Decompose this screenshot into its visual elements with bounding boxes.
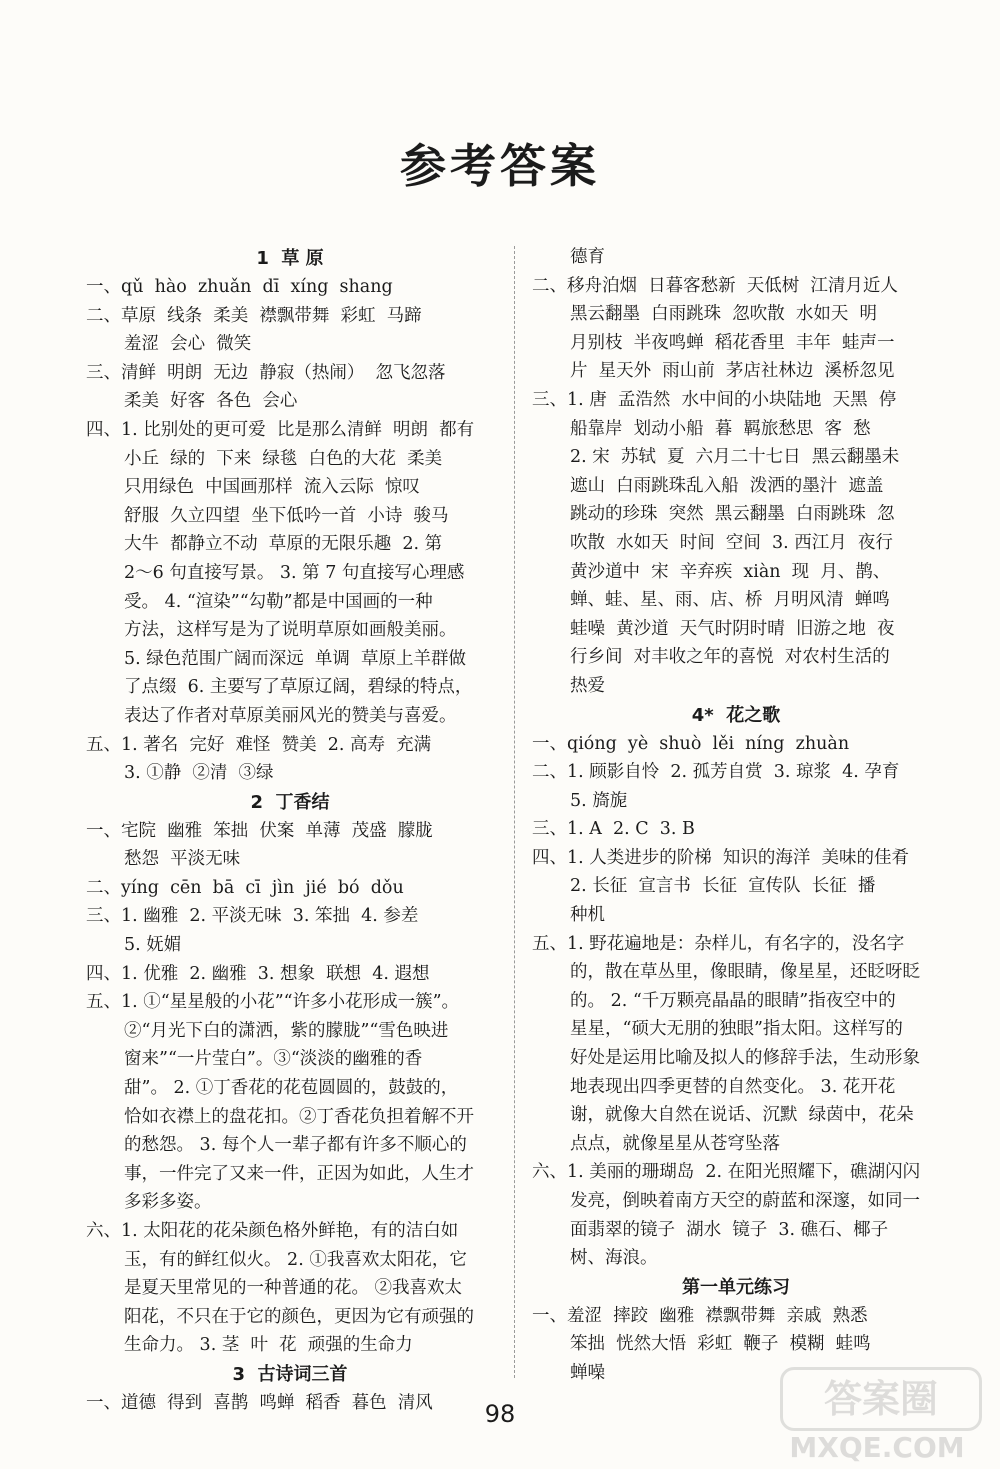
answer-line: 阳花，不只在于它的颜色，更因为它有顽强的 xyxy=(124,1306,474,1327)
watermark-seal: 答案圈 xyxy=(780,1367,982,1431)
answer-line: 四、1. 比别处的更可爱 比是那么清鲜 明朗 都有 xyxy=(86,419,475,440)
answer-line: 月别枝 半夜鸣蝉 稻花香里 丰年 蛙声一 xyxy=(570,332,895,353)
answer-line: 的。 2. “千万颗亮晶晶的眼睛”指夜空中的 xyxy=(570,990,896,1011)
answer-line: 表达了作者对草原美丽风光的赞美与喜爱。 xyxy=(124,705,457,726)
answer-line: 小丘 绿的 下来 绿毯 白色的大花 柔美 xyxy=(124,448,443,469)
answer-line: 大牛 都静立不动 草原的无限乐趣 2. 第 xyxy=(124,534,443,555)
answer-line: 五、1. 著名 完好 难怪 赞美 2. 高寿 充满 xyxy=(86,734,432,755)
answer-line: 面翡翠的镜子 湖水 镜子 3. 礁石、椰子 xyxy=(570,1219,889,1240)
answer-line: 三、清鲜 明朗 无边 静寂（热闹） 忽飞忽落 xyxy=(86,362,446,383)
answer-line: 遮山 白雨跳珠乱入船 泼洒的墨汁 遮盖 xyxy=(570,475,884,496)
answer-line: 四、1. 优雅 2. 幽雅 3. 想象 联想 4. 遐想 xyxy=(86,963,430,984)
watermark-logo xyxy=(772,1365,982,1465)
answer-line: 星星，“硕大无朋的独眼”指太阳。这样写的 xyxy=(570,1019,903,1040)
answer-line: 3. ①静 ②清 ③绿 xyxy=(124,763,274,784)
answer-line: 蝉、蛙、星、雨、店、桥 月明风清 蝉鸣 xyxy=(570,590,890,611)
section-heading: 2 丁香结 xyxy=(250,791,330,813)
section-heading: 1 草 原 xyxy=(256,248,324,269)
answer-line: 的愁怨。 3. 每个人一辈子都有许多不顺心的 xyxy=(124,1135,467,1156)
answer-line: 船靠岸 划动小船 暮 羁旅愁思 客 愁 xyxy=(570,418,871,439)
answer-line: 一、羞涩 摔跤 幽雅 襟飘带舞 亲戚 熟悉 xyxy=(532,1305,868,1326)
answer-line: 窗来”“一片莹白”。③“淡淡的幽雅的香 xyxy=(124,1049,423,1070)
answer-line: 2. 宋 苏轼 夏 六月二十七日 黑云翻墨未 xyxy=(570,447,900,468)
answer-line: 只用绿色 中国画那样 流入云际 惊叹 xyxy=(124,477,420,498)
answer-line: 谢，就像大自然在说话、沉默 绿茵中，花朵 xyxy=(570,1105,914,1126)
answer-line: 二、1. 顾影自怜 2. 孤芳自赏 3. 琼浆 4. 孕育 xyxy=(532,762,900,783)
answer-line: 蝉噪 xyxy=(570,1362,605,1383)
section-heading: 4* 花之歌 xyxy=(691,704,781,726)
answer-line: 点点，就像星星从苍穹坠落 xyxy=(570,1133,780,1154)
answer-line: 了点缀 6. 主要写了草原辽阔，碧绿的特点， xyxy=(124,677,473,698)
answer-line: ②“月光下白的潇洒，紫的朦胧”“雪色映进 xyxy=(124,1020,449,1041)
answer-line: 德育 xyxy=(570,247,605,267)
answer-line: 热爱 xyxy=(570,675,605,696)
answer-line: 六、1. 太阳花的花朵颜色格外鲜艳，有的洁白如 xyxy=(86,1221,459,1241)
left-column xyxy=(86,244,494,1418)
answer-line: 2～6 句直接写景。 3. 第 7 句直接写心理感 xyxy=(124,562,465,583)
answer-line: 黑云翻墨 白雨跳珠 忽吹散 水如天 明 xyxy=(570,304,878,325)
answer-line: 笨拙 恍然大悟 彩虹 鞭子 模糊 蛙鸣 xyxy=(570,1334,871,1355)
right-column xyxy=(532,243,940,1388)
answer-line: 二、yíng cēn bā cī jìn jié bó dǒu xyxy=(86,877,404,898)
answer-line: 三、1. A 2. C 3. B xyxy=(532,819,695,840)
answer-line: 行乡间 对丰收之年的喜悦 对农村生活的 xyxy=(570,647,890,668)
answer-line: 五、1. ①“星星般的小花”“许多小花形成一簇”。 xyxy=(86,992,460,1013)
answer-line: 多彩多姿。 xyxy=(124,1192,212,1213)
answer-line: 愁怨 平淡无味 xyxy=(124,849,241,870)
answer-line: 一、qǔ hào zhuǎn dī xíng shang xyxy=(86,277,393,297)
page-number: 98 xyxy=(484,1400,516,1428)
answer-line: 六、1. 美丽的珊瑚岛 2. 在阳光照耀下，礁湖闪闪 xyxy=(532,1162,921,1183)
answer-line: 二、草原 线条 柔美 襟飘带舞 彩虹 马蹄 xyxy=(86,305,422,326)
answer-line: 5. 妩媚 xyxy=(124,935,182,956)
answer-line: 5. 旖旎 xyxy=(570,790,628,811)
page-title: 参考答案 xyxy=(400,139,600,193)
answer-line: 一、qióng yè shuò lěi níng zhuàn xyxy=(532,733,850,754)
answer-line: 树、海浪。 xyxy=(570,1248,658,1269)
answer-line: 的，散在草丛里，像眼睛，像星星，还眨呀眨 xyxy=(570,962,920,983)
answer-line: 是夏天里常见的一种普通的花。 ②我喜欢太 xyxy=(124,1278,463,1299)
answer-line: 5. 绿色范围广阔而深远 单调 草原上羊群做 xyxy=(124,648,467,669)
answer-line: 2. 长征 宣言书 长征 宣传队 长征 播 xyxy=(570,876,876,897)
answer-line: 跳动的珍珠 突然 黑云翻墨 白雨跳珠 忽 xyxy=(570,504,895,525)
answer-line: 玉，有的鲜红似火。 2. ①我喜欢太阳花，它 xyxy=(124,1249,467,1270)
answer-line: 地表现出四季更替的自然变化。 3. 花开花 xyxy=(570,1076,896,1097)
answer-line: 三、1. 唐 孟浩然 水中间的小块陆地 天黑 停 xyxy=(532,389,897,410)
section-heading: 第一单元练习 xyxy=(682,1276,790,1298)
answer-line: 事，一件完了又来一件，正因为如此，人生才 xyxy=(124,1163,474,1184)
column-divider xyxy=(514,246,515,1378)
section-heading: 3 古诗词三首 xyxy=(232,1363,348,1385)
answer-line: 五、1. 野花遍地是：杂样儿，有名字的，没名字 xyxy=(532,933,905,954)
answer-line: 二、移舟泊烟 日暮客愁新 天低树 江清月近人 xyxy=(532,275,898,296)
answer-line: 吹散 水如天 时间 空间 3. 西江月 夜行 xyxy=(570,532,893,553)
watermark-url: MXQE.COM xyxy=(789,1431,965,1464)
answer-line: 生命力。 3. 茎 叶 花 顽强的生命力 xyxy=(124,1335,413,1356)
answer-line: 片 星天外 雨山前 茅店社林边 溪桥忽见 xyxy=(570,361,895,382)
answer-line: 一、宅院 幽雅 笨拙 伏案 单薄 茂盛 朦胧 xyxy=(86,820,433,841)
answer-line: 好处是运用比喻及拟人的修辞手法，生动形象 xyxy=(570,1048,920,1069)
answer-line: 受。 4. “渲染”“勾勒”都是中国画的一种 xyxy=(124,591,433,612)
answer-line: 黄沙道中 宋 辛弃疾 xiàn 现 月、鹊、 xyxy=(570,561,891,582)
answer-line: 柔美 好客 各色 会心 xyxy=(124,391,298,412)
answer-line: 方法，这样写是为了说明草原如画般美丽。 xyxy=(124,620,457,641)
answer-line: 舒服 久立四望 坐下低吟一首 小诗 骏马 xyxy=(124,505,449,526)
answer-line: 种机 xyxy=(570,905,605,926)
answer-line: 甜”。 2. ①丁香花的花苞圆圆的，鼓鼓的， xyxy=(124,1078,459,1099)
answer-line: 一、道德 得到 喜鹊 鸣蝉 稻香 暮色 清风 xyxy=(86,1392,433,1413)
answer-line: 四、1. 人类进步的阶梯 知识的海洋 美味的佳肴 xyxy=(532,847,910,868)
answer-line: 恰如衣襟上的盘花扣。②丁香花负担着解不开 xyxy=(124,1106,474,1127)
answer-line: 蛙噪 黄沙道 天气时阴时晴 旧游之地 夜 xyxy=(570,618,895,639)
answer-line: 三、1. 幽雅 2. 平淡无味 3. 笨拙 4. 参差 xyxy=(86,906,419,927)
answer-line: 羞涩 会心 微笑 xyxy=(124,334,252,355)
answer-line: 发亮，倒映着南方天空的蔚蓝和深邃，如同一 xyxy=(570,1191,920,1211)
